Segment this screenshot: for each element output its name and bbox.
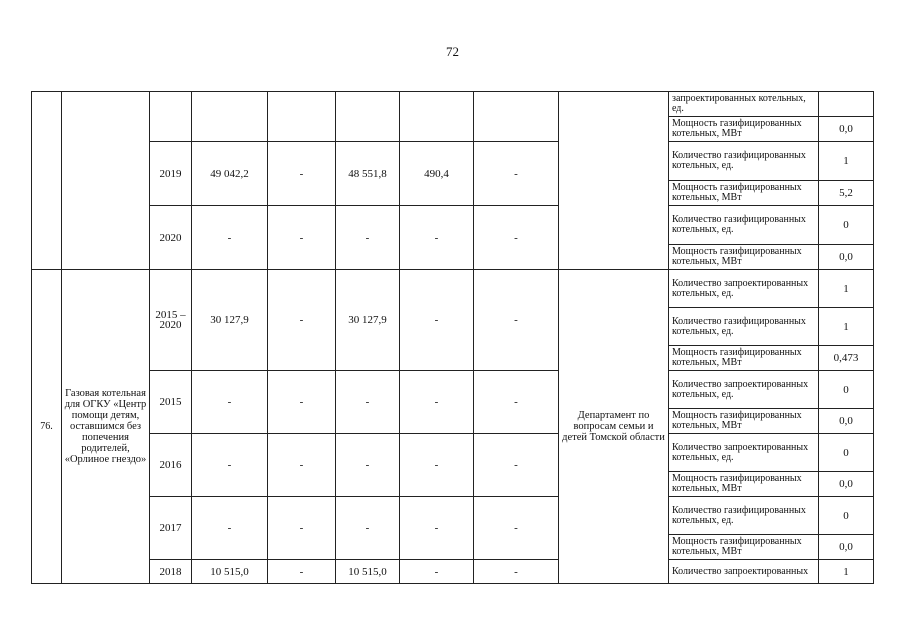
indicator-value: 0 bbox=[819, 434, 874, 472]
federal-cell: - bbox=[268, 142, 336, 206]
total-cell: - bbox=[192, 434, 268, 497]
indicator-name: Количество газифицированных котельных, ед. bbox=[669, 308, 819, 346]
indicator-name: Количество запроектированных котельных, ед. bbox=[669, 434, 819, 472]
indicator-name: Количество газифицированных котельных, ед. bbox=[669, 142, 819, 181]
executor-name: Департамент по вопросам семьи и детей Томской области bbox=[559, 270, 669, 584]
indicator-name: Количество запроектированных bbox=[669, 560, 819, 584]
table-row bbox=[32, 92, 874, 117]
item-number: 76. bbox=[32, 270, 62, 584]
other-cell: - bbox=[474, 434, 559, 497]
other-cell: - bbox=[474, 270, 559, 371]
indicator-value: 0,0 bbox=[819, 472, 874, 497]
indicator-value: 0 bbox=[819, 371, 874, 409]
regional-cell: - bbox=[336, 434, 400, 497]
federal-cell: - bbox=[268, 560, 336, 584]
table-body bbox=[32, 92, 874, 584]
indicator-value: 0,0 bbox=[819, 535, 874, 560]
indicator-name: Количество запроектированных котельных, ед. bbox=[669, 371, 819, 409]
indicator-value: 0 bbox=[819, 206, 874, 245]
indicator-name: Мощность газифицированных котельных, МВт bbox=[669, 409, 819, 434]
total-cell: 49 042,2 bbox=[192, 142, 268, 206]
indicator-name: Количество запроектированных котельных, ед. bbox=[669, 270, 819, 308]
other-cell: - bbox=[474, 371, 559, 434]
federal-cell: - bbox=[268, 497, 336, 560]
indicator-value: 0,0 bbox=[819, 409, 874, 434]
indicator-value: 0,0 bbox=[819, 117, 874, 142]
federal-cell: - bbox=[268, 371, 336, 434]
local-cell: - bbox=[400, 270, 474, 371]
indicator-name: Количество газифицированных котельных, ед. bbox=[669, 497, 819, 535]
object-cell bbox=[62, 92, 150, 270]
indicator-name: Мощность газифицированных котельных, МВт bbox=[669, 245, 819, 270]
other-cell bbox=[474, 92, 559, 142]
total-cell: 30 127,9 bbox=[192, 270, 268, 371]
local-cell: - bbox=[400, 371, 474, 434]
indicator-name: Мощность газифицированных котельных, МВт bbox=[669, 346, 819, 371]
table-row bbox=[32, 371, 874, 409]
year-cell: 2016 bbox=[150, 434, 192, 497]
total-cell: - bbox=[192, 371, 268, 434]
year-cell: 2019 bbox=[150, 142, 192, 206]
table-row bbox=[32, 497, 874, 535]
regional-cell: 48 551,8 bbox=[336, 142, 400, 206]
federal-cell: - bbox=[268, 206, 336, 270]
year-cell: 2018 bbox=[150, 560, 192, 584]
indicator-value: 1 bbox=[819, 270, 874, 308]
local-cell: - bbox=[400, 434, 474, 497]
indicator-value bbox=[819, 92, 874, 117]
year-cell bbox=[150, 92, 192, 142]
regional-cell: - bbox=[336, 371, 400, 434]
regional-cell: - bbox=[336, 206, 400, 270]
federal-cell: - bbox=[268, 434, 336, 497]
federal-cell bbox=[268, 92, 336, 142]
page-number: 72 bbox=[446, 44, 459, 59]
local-cell: - bbox=[400, 560, 474, 584]
regional-cell bbox=[336, 92, 400, 142]
indicator-name: запроектированных котельных, ед. bbox=[669, 92, 819, 117]
total-cell bbox=[192, 92, 268, 142]
object-name: Газовая котельная для ОГКУ «Центр помощи детям, оставшимся без попечения родителей, «Орлиное гнездо» bbox=[62, 270, 150, 584]
indicator-name: Мощность газифицированных котельных, МВт bbox=[669, 181, 819, 206]
indicator-value: 0,0 bbox=[819, 245, 874, 270]
regional-cell: 10 515,0 bbox=[336, 560, 400, 584]
table-row bbox=[32, 560, 874, 584]
number-cell bbox=[32, 92, 62, 270]
year-cell: 2017 bbox=[150, 497, 192, 560]
total-cell: - bbox=[192, 497, 268, 560]
other-cell: - bbox=[474, 206, 559, 270]
table-row bbox=[32, 270, 874, 308]
indicator-value: 1 bbox=[819, 560, 874, 584]
indicator-value: 0 bbox=[819, 497, 874, 535]
local-cell bbox=[400, 92, 474, 142]
year-cell: 2020 bbox=[150, 206, 192, 270]
local-cell: 490,4 bbox=[400, 142, 474, 206]
federal-cell: - bbox=[268, 270, 336, 371]
table-row bbox=[32, 434, 874, 472]
other-cell: - bbox=[474, 560, 559, 584]
indicator-name: Мощность газифицированных котельных, МВт bbox=[669, 472, 819, 497]
indicator-value: 1 bbox=[819, 142, 874, 181]
year-cell: 2015 – 2020 bbox=[150, 270, 192, 371]
regional-cell: 30 127,9 bbox=[336, 270, 400, 371]
table-row bbox=[32, 206, 874, 245]
other-cell: - bbox=[474, 497, 559, 560]
year-cell: 2015 bbox=[150, 371, 192, 434]
indicator-value: 1 bbox=[819, 308, 874, 346]
total-cell: - bbox=[192, 206, 268, 270]
regional-cell: - bbox=[336, 497, 400, 560]
table-row bbox=[32, 142, 874, 181]
program-table bbox=[31, 91, 874, 584]
executor-cell bbox=[559, 92, 669, 270]
indicator-name: Количество газифицированных котельных, ед. bbox=[669, 206, 819, 245]
local-cell: - bbox=[400, 206, 474, 270]
local-cell: - bbox=[400, 497, 474, 560]
indicator-name: Мощность газифицированных котельных, МВт bbox=[669, 117, 819, 142]
indicator-name: Мощность газифицированных котельных, МВт bbox=[669, 535, 819, 560]
other-cell: - bbox=[474, 142, 559, 206]
indicator-value: 0,473 bbox=[819, 346, 874, 371]
total-cell: 10 515,0 bbox=[192, 560, 268, 584]
indicator-value: 5,2 bbox=[819, 181, 874, 206]
